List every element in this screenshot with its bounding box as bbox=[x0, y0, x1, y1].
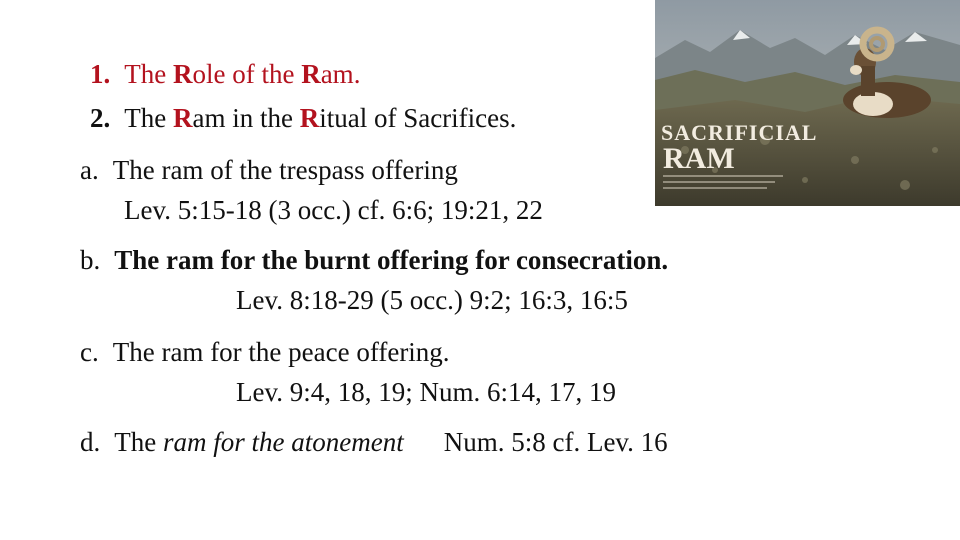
heading-item-1 bbox=[90, 58, 360, 90]
point-a bbox=[80, 154, 458, 186]
heading-emphasis-letter: R bbox=[172, 59, 193, 89]
heading-emphasis-letter: R bbox=[172, 103, 193, 133]
heading-number: 2. bbox=[90, 103, 111, 133]
point-c bbox=[80, 336, 450, 368]
point-text: The ram for the burnt offering for consecration. bbox=[114, 245, 669, 275]
point-d bbox=[80, 426, 668, 458]
point-b-reference: Lev. 8:18-29 (5 occ.) 9:2; 16:3, 16:5 bbox=[236, 285, 628, 315]
book-cover-image bbox=[655, 0, 960, 206]
point-marker: d. bbox=[80, 427, 101, 457]
point-a-reference: Lev. 5:15-18 (3 occ.) cf. 6:6; 19:21, 22 bbox=[124, 195, 543, 225]
heading-item-2 bbox=[90, 102, 516, 134]
point-d-reference: Num. 5:8 cf. Lev. 16 bbox=[443, 427, 668, 457]
heading-text: am. bbox=[320, 59, 361, 89]
heading-text: itual of Sacrifices. bbox=[319, 103, 517, 133]
point-text: The ram of the trespass offering bbox=[112, 155, 458, 185]
heading-number: 1. bbox=[90, 59, 111, 89]
point-marker: c. bbox=[80, 337, 99, 367]
point-marker: b. bbox=[80, 245, 101, 275]
point-text-italic: ram for the atonement bbox=[162, 427, 404, 457]
heading-text: The bbox=[124, 103, 173, 133]
heading-emphasis-letter: R bbox=[299, 103, 320, 133]
heading-text: am in the bbox=[192, 103, 300, 133]
heading-text: ole of the bbox=[192, 59, 302, 89]
heading-text: The bbox=[124, 59, 173, 89]
point-marker: a. bbox=[80, 155, 99, 185]
cover-title-line2: RAM bbox=[663, 142, 735, 175]
cover-title-line1: SACRIFICIAL bbox=[661, 120, 818, 145]
point-text: The bbox=[114, 427, 163, 457]
point-text: The ram for the peace offering. bbox=[112, 337, 450, 367]
point-b bbox=[80, 244, 668, 276]
heading-emphasis-letter: R bbox=[301, 59, 321, 89]
point-c-reference: Lev. 9:4, 18, 19; Num. 6:14, 17, 19 bbox=[236, 377, 616, 407]
